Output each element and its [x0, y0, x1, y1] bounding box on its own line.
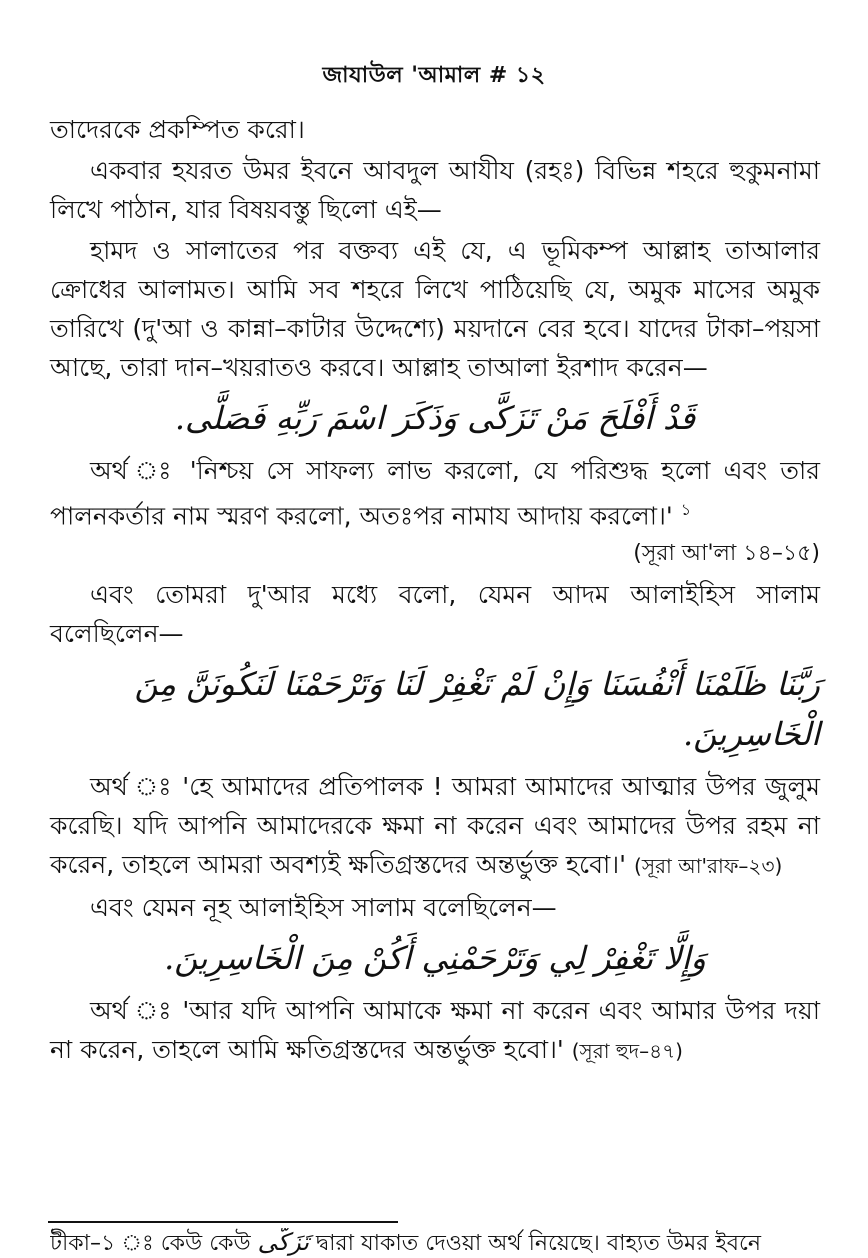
paragraph-5: এবং তোমরা দু'আর মধ্যে বলো, যেমন আদম আলাইহিস সালাম বলেছিলেন— [50, 580, 820, 649]
paragraph-4 [50, 451, 820, 535]
paragraph-6 [50, 767, 820, 886]
paragraph-2: একবার হযরত উমর ইবনে আবদুল আযীয (রহঃ) বিভিন্ন শহরে হুকুমনামা লিখে পাঠান, যার বিষয়বস্তু ছিলো এই— [50, 156, 820, 224]
footnote [50, 1228, 820, 1258]
surah-reference-3: (সূরা হুদ–৪৭) [571, 1039, 683, 1064]
meaning-text-2: অর্থ ঃ 'হে আমাদের প্রতিপালক ! আমরা আমাদের আত্মার উপর জুলুম করেছি। যদি আপনি আমাদেরকে ক্ষমা না করেন এবং আমাদের উপর রহম না করেন, তাহলে আমরা অবশ্যই ক্ষতিগ্রস্তদের অন্তর্ভুক্ত হবো।' [50, 772, 820, 880]
paragraph-8 [50, 991, 820, 1071]
page-header: জাযাউল 'আমাল # ১২ [322, 63, 546, 88]
footnote-divider [48, 1221, 398, 1223]
footnote-marker: ১ [680, 500, 692, 519]
paragraph-1: তাদেরকে প্রকম্পিত করো। [50, 115, 305, 144]
arabic-verse-2: رَبَّنَا ظَلَمْنَا أَنْفُسَنَا وَإِنْ لَمْ تَغْفِرْ لَنَا وَتَرْحَمْنَا لَنَكُونَنَّ مِنَ الْخَاسِرِينَ. [134, 665, 820, 754]
paragraph-7: এবং যেমন নূহ আলাইহিস সালাম বলেছিলেন— [90, 893, 557, 923]
meaning-text-3: অর্থ ঃ 'আর যদি আপনি আমাকে ক্ষমা না করেন এবং আমার উপর দয়া না করেন, তাহলে আমি ক্ষতিগ্রস্তদের অন্তর্ভুক্ত হবো।' [50, 996, 820, 1065]
paragraph-3: হামদ ও সালাতের পর বক্তব্য এই যে, এ ভূমিকম্প আল্লাহ তাআলার ক্রোধের আলামত। আমি সব শহরে লিখে পাঠিয়েছি যে, অমুক মাসের অমুক তারিখে (দু'আ ও কান্না–কাটার উদ্দেশ্যে) ময়দানে বের হবে। যাদের টাকা–পয়সা আছে, তারা দান–খয়রাতও করবে। আল্লাহ তাআলা ইরশাদ করেন— [50, 236, 820, 382]
arabic-verse-3: وَإِلَّا تَغْفِرْ لِي وَتَرْحَمْنِي أَكُنْ مِنَ الْخَاسِرِينَ. [164, 939, 706, 978]
surah-reference-2: (সূরা আ'রাফ–২৩) [634, 854, 783, 879]
footnote-text: দ্বারা যাকাত দেওয়া অর্থ নিয়েছে। বাহ্যত উমর ইবনে [316, 1231, 761, 1256]
meaning-text-1: অর্থ ঃ 'নিশ্চয় সে সাফল্য লাভ করলো, যে পরিশুদ্ধ হলো এবং তার পালনকর্তার নাম স্মরণ করলো, অতঃপর নামায আদায় করলো।' [50, 456, 820, 531]
footnote-lead: টীকা–১ ঃ কেউ কেউ [50, 1231, 251, 1256]
page-body [50, 110, 820, 1073]
arabic-verse-1: قَدْ أَفْلَحَ مَنْ تَزَكَّى وَذَكَرَ اسْمَ رَبِّهِ فَصَلَّى. [174, 399, 696, 437]
footnote-arabic-word: تَزَكَّى [257, 1228, 310, 1256]
surah-reference-1: (সূরা আ'লা ১৪–১৫) [633, 541, 820, 567]
